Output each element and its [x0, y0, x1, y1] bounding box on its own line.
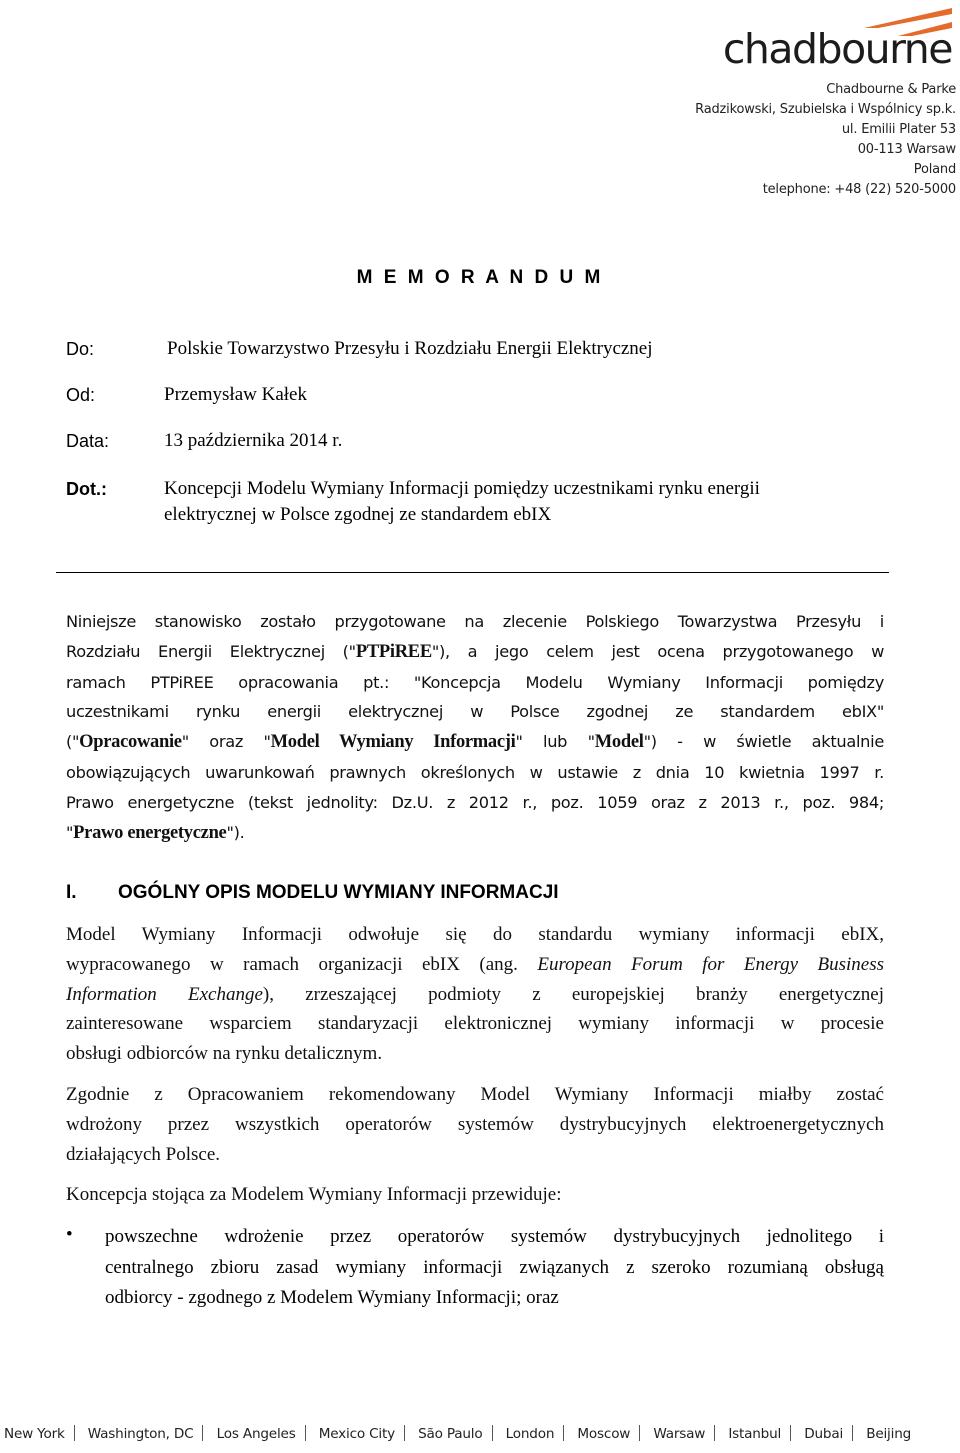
- letterhead-address: [695, 80, 956, 200]
- subject-label: Dot.:: [66, 479, 107, 499]
- section-paragraph: [66, 920, 884, 1069]
- footer-separator: [852, 1425, 853, 1441]
- paragraph-line: Information Exchange), zrzeszającej podmioty z europejskiej branży energetycznej: [66, 983, 884, 1005]
- date-label: Data:: [66, 431, 110, 451]
- intro-line: Prawo energetyczne (tekst jednolity: Dz.U. z 2012 r., poz. 1059 oraz z 2013 r., poz. 984;: [66, 792, 884, 812]
- memo-title: M E M O R A N D U M: [356, 267, 604, 288]
- paragraph-line: Model Wymiany Informacji odwołuje się do standardu wymiany informacji ebIX,: [66, 924, 884, 945]
- footer-city: Los Angeles: [216, 1426, 296, 1442]
- paragraph-line: zainteresowane wsparciem standaryzacji elektronicznej wymiany informacji w procesie: [66, 1013, 884, 1035]
- footer-city: Istanbul: [728, 1426, 782, 1442]
- bullet-icon: •: [66, 1224, 73, 1245]
- address-line: telephone: +48 (22) 520-5000: [762, 182, 956, 197]
- footer-city: Warsaw: [653, 1426, 706, 1442]
- footer-city: Beijing: [866, 1426, 912, 1442]
- footer-separator: [639, 1425, 640, 1441]
- footer-city: Mexico City: [318, 1426, 395, 1442]
- footer-separator: [790, 1425, 791, 1441]
- footer-separator: [74, 1425, 75, 1441]
- footer-city: London: [505, 1426, 555, 1442]
- footer-separator: [305, 1425, 306, 1441]
- address-line: Radzikowski, Szubielska i Wspólnicy sp.k.: [695, 102, 956, 117]
- bullet-item: [105, 1222, 884, 1314]
- bullet-line: centralnego zbioru zasad wymiany informacji związanych z szeroko rozumianą obsługą: [105, 1256, 884, 1278]
- paragraph-line: Zgodnie z Opracowaniem rekomendowany Model Wymiany Informacji miałby zostać: [66, 1084, 884, 1105]
- logo-wordmark: chadbourne: [722, 25, 952, 73]
- bullet-line: odbiorcy - zgodnego z Modelem Wymiany Informacji; oraz: [105, 1287, 559, 1308]
- intro-line: uczestnikami rynku energii elektrycznej w Polsce zgodnej ze standardem ebIX": [66, 702, 884, 722]
- section-paragraph: [66, 1180, 884, 1210]
- to-value: Polskie Towarzystwo Przesyłu i Rozdziału Energii Elektrycznej: [167, 338, 653, 359]
- intro-line: ("Opracowanie" oraz "Model Wymiany Informacji" lub "Model") - w świetle aktualnie: [66, 732, 884, 753]
- letterhead-logo: [716, 4, 956, 74]
- address-line: 00-113 Warsaw: [857, 142, 956, 157]
- intro-line: Niniejsze stanowisko zostało przygotowane na zlecenie Polskiego Towarzystwa Przesyłu i: [66, 612, 884, 631]
- footer-city: São Paulo: [418, 1426, 483, 1442]
- intro-line: Rozdziału Energii Elektrycznej ("PTPiREE"), a jego celem jest ocena przygotowanego w: [66, 641, 885, 662]
- from-value: Przemysław Kałek: [164, 384, 307, 405]
- intro-line: ramach PTPiREE opracowania pt.: "Koncepcja Modelu Wymiany Informacji pomiędzy: [66, 672, 884, 692]
- intro-line: "Prawo energetyczne").: [66, 822, 245, 843]
- header-divider: [56, 572, 889, 573]
- intro-line: obowiązujących uwarunkowań prawnych określonych w ustawie z dnia 10 kwietnia 1997 r.: [66, 762, 884, 782]
- footer-city: New York: [4, 1426, 65, 1442]
- address-line: Chadbourne & Parke: [826, 82, 956, 97]
- footer-separator: [404, 1425, 405, 1441]
- footer-separator: [492, 1425, 493, 1441]
- bullet-line: powszechne wdrożenie przez operatorów systemów dystrybucyjnych jednolitego i: [105, 1226, 884, 1247]
- section-title: OGÓLNY OPIS MODELU WYMIANY INFORMACJI: [118, 882, 559, 903]
- paragraph-line: wdrożony przez wszystkich operatorów systemów dystrybucyjnych elektroenergetycznych: [66, 1113, 884, 1135]
- address-line: Poland: [913, 162, 956, 177]
- section-number: I.: [66, 882, 77, 903]
- address-line: ul. Emilii Plater 53: [841, 122, 956, 137]
- paragraph-line: Koncepcja stojąca za Modelem Wymiany Informacji przewiduje:: [66, 1184, 562, 1205]
- footer-offices: [0, 1425, 960, 1453]
- subject-value-line: elektrycznej w Polsce zgodnej ze standardem ebIX: [164, 504, 552, 525]
- section-heading: [66, 882, 559, 904]
- paragraph-line: wypracowanego w ramach organizacji ebIX (ang. European Forum for Energy Business: [66, 953, 884, 975]
- footer-city: Washington, DC: [87, 1426, 194, 1442]
- footer-city: Dubai: [804, 1426, 844, 1442]
- subject-value-line: Koncepcji Modelu Wymiany Informacji pomiędzy uczestnikami rynku energii: [164, 478, 760, 499]
- intro-paragraph: [66, 607, 884, 848]
- to-label: Do:: [66, 339, 95, 359]
- from-label: Od:: [66, 385, 96, 405]
- footer-separator: [563, 1425, 564, 1441]
- footer-separator: [714, 1425, 715, 1441]
- footer-city: Moscow: [577, 1426, 631, 1442]
- paragraph-line: działających Polsce.: [66, 1143, 221, 1165]
- paragraph-line: obsługi odbiorców na rynku detalicznym.: [66, 1043, 383, 1065]
- date-value: 13 października 2014 r.: [164, 430, 343, 451]
- footer-separator: [202, 1425, 203, 1441]
- section-paragraph: [66, 1080, 884, 1169]
